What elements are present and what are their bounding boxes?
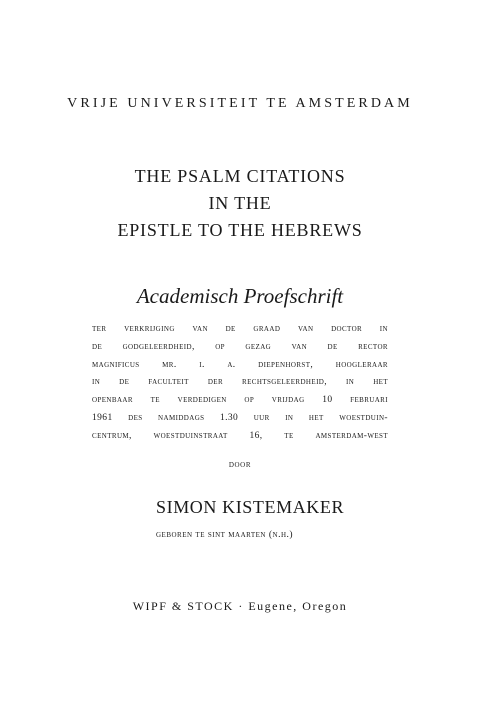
title-line-1: THE PSALM CITATIONS [134, 166, 346, 186]
author-name: SIMON KISTEMAKER [156, 497, 345, 517]
by-label: door [228, 460, 252, 470]
title-line-3: EPISTLE TO THE HEBREWS [117, 220, 363, 240]
description-line: 1961 des namiddags 1.30 uur in het woestduin- [92, 412, 388, 423]
description-line: in de faculteit der rechtsgeleerdheid, in het [92, 377, 388, 388]
birthplace: geboren te sint maarten (n.h.) [156, 530, 294, 540]
description-line: openbaar te verdedigen op vrijdag 10 februari [92, 395, 388, 406]
publisher-imprint: WIPF & STOCK · Eugene, Oregon [132, 599, 348, 613]
title-line-2: IN THE [208, 193, 272, 213]
description-line: centrum, woestduinstraat 16, te amsterdam-west [92, 430, 388, 441]
dissertation-description [92, 321, 388, 446]
institution-name: VRIJE UNIVERSITEIT TE AMSTERDAM [67, 96, 413, 111]
description-line: de godgeleerdheid, op gezag van de rector [92, 341, 388, 352]
subtitle: Academisch Proefschrift [136, 284, 344, 308]
description-line: magnificus mr. i. a. diepenhorst, hoogleraar [92, 359, 388, 370]
description-line: ter verkrijging van de graad van doctor in [92, 324, 388, 334]
